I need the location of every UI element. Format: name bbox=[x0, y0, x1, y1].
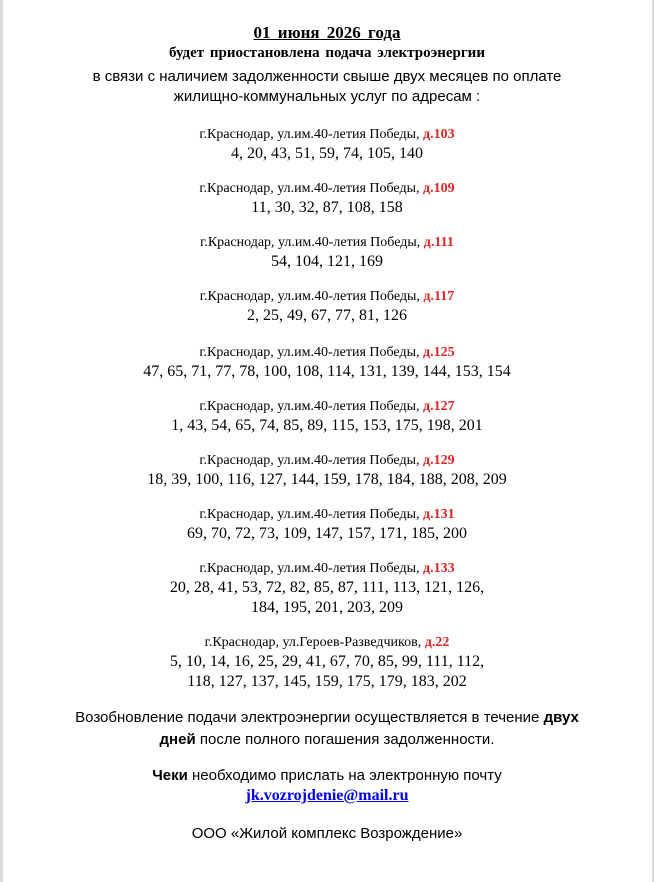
street-name: г.Краснодар, ул.им.40-летия Победы, bbox=[199, 507, 423, 522]
restore-line-1 bbox=[0, 707, 654, 729]
apartment-numbers: 4, 20, 43, 51, 59, 74, 105, 140 bbox=[231, 145, 423, 162]
house-number: д.22 bbox=[424, 635, 450, 650]
apartment-numbers: 20, 28, 41, 53, 72, 82, 85, 87, 111, 113, 121, 126, bbox=[169, 579, 485, 596]
street-name: г.Краснодар, ул.им.40-летия Победы, bbox=[199, 127, 423, 142]
house-number: д.125 bbox=[423, 345, 455, 360]
house-number: д.133 bbox=[423, 561, 455, 576]
apartment-numbers: 184, 195, 201, 203, 209 bbox=[251, 599, 403, 616]
address-line bbox=[0, 560, 654, 577]
address-line bbox=[0, 506, 654, 523]
address-line bbox=[0, 180, 654, 197]
street-name: г.Краснодар, ул.им.40-летия Победы, bbox=[199, 561, 423, 576]
receipts-notice bbox=[0, 765, 654, 787]
apartment-numbers: 47, 65, 71, 77, 78, 100, 108, 114, 131, 139, 144, 153, 154 bbox=[143, 363, 511, 380]
intro-line-1: в связи с наличием задолженности свыше двух месяцев по оплате bbox=[92, 68, 562, 85]
house-number: д.103 bbox=[423, 127, 455, 142]
house-number: д.131 bbox=[423, 507, 455, 522]
apartment-numbers: 5, 10, 14, 16, 25, 29, 41, 67, 70, 85, 99, 111, 112, bbox=[169, 653, 485, 670]
street-name: г.Краснодар, ул.Героев-Разведчиков, bbox=[204, 635, 425, 650]
notice-intro bbox=[0, 67, 654, 107]
address-line bbox=[0, 126, 654, 143]
apartment-numbers: 2, 25, 49, 67, 77, 81, 126 bbox=[247, 307, 407, 324]
street-name: г.Краснодар, ул.им.40-летия Победы, bbox=[199, 181, 423, 196]
house-number: д.127 bbox=[423, 399, 455, 414]
intro-line-2: жилищно-коммунальных услуг по адресам : bbox=[173, 88, 481, 105]
restore-emphasis-1: двух bbox=[543, 709, 579, 726]
street-name: г.Краснодар, ул.им.40-летия Победы, bbox=[199, 399, 423, 414]
receipts-text: необходимо прислать на электронную почту bbox=[187, 767, 502, 784]
apartment-numbers: 54, 104, 121, 169 bbox=[271, 253, 383, 270]
street-name: г.Краснодар, ул.им.40-летия Победы, bbox=[199, 345, 423, 360]
address-line bbox=[0, 234, 654, 251]
apartment-numbers: 11, 30, 32, 87, 108, 158 bbox=[251, 199, 403, 216]
restore-line-2 bbox=[0, 729, 654, 751]
restore-text-2: после полного погашения задолженности. bbox=[195, 731, 495, 748]
address-line bbox=[0, 634, 654, 651]
notice-date: 01 июня 2026 года bbox=[253, 23, 401, 42]
restore-notice bbox=[0, 707, 654, 751]
street-name: г.Краснодар, ул.им.40-летия Победы, bbox=[200, 235, 424, 250]
street-name: г.Краснодар, ул.им.40-летия Победы, bbox=[199, 289, 424, 304]
address-line bbox=[0, 288, 654, 305]
restore-emphasis-2: дней bbox=[159, 731, 196, 748]
notice-headline: будет приостановлена подача электроэнергии bbox=[169, 45, 485, 61]
restore-text-1: Возобновление подачи электроэнергии осуществляется в течение bbox=[75, 709, 544, 726]
email-link[interactable]: jk.vozrojdenie@mail.ru bbox=[245, 787, 409, 804]
house-number: д.129 bbox=[423, 453, 455, 468]
apartment-numbers: 18, 39, 100, 116, 127, 144, 159, 178, 184, 188, 208, 209 bbox=[147, 471, 507, 488]
receipts-label: Чеки bbox=[152, 767, 188, 784]
apartment-numbers: 69, 70, 72, 73, 109, 147, 157, 171, 185, 200 bbox=[187, 525, 467, 542]
address-line bbox=[0, 344, 654, 361]
address-line bbox=[0, 452, 654, 469]
house-number: д.111 bbox=[423, 235, 454, 250]
house-number: д.117 bbox=[423, 289, 455, 304]
apartment-numbers: 1, 43, 54, 65, 74, 85, 89, 115, 153, 175, 198, 201 bbox=[171, 417, 483, 434]
address-line bbox=[0, 398, 654, 415]
organization-name: ООО «Жилой комплекс Возрождение» bbox=[191, 825, 463, 842]
house-number: д.109 bbox=[423, 181, 455, 196]
street-name: г.Краснодар, ул.им.40-летия Победы, bbox=[199, 453, 423, 468]
apartment-numbers: 118, 127, 137, 145, 159, 175, 179, 183, 202 bbox=[187, 673, 467, 690]
